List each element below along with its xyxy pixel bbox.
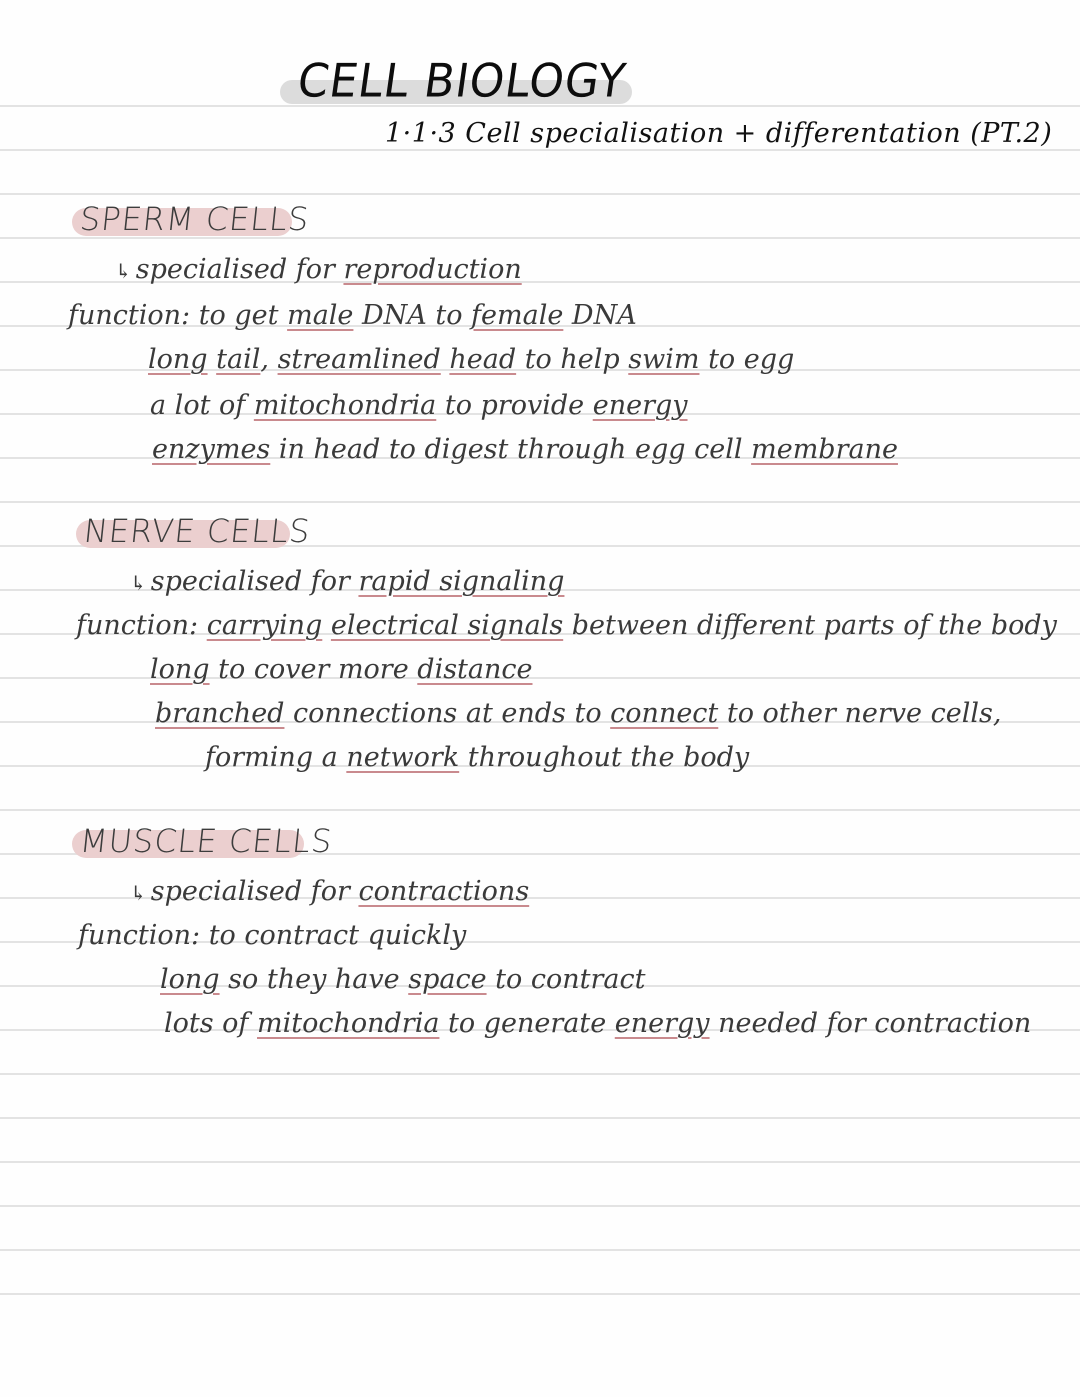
underlined-keyword: tail [216,344,261,375]
sub-arrow-icon: ↳ [130,881,147,905]
specialised-line [130,564,564,601]
note-text: a lot of [150,390,254,421]
point-line [152,432,898,468]
ruled-line [0,1293,1080,1295]
note-text: connections at ends to [284,698,611,729]
note-text: forming a [205,742,347,773]
underlined-keyword: connect [610,698,719,729]
specialised-keyword: contractions [358,876,530,907]
note-text: DNA [563,300,637,331]
specialised-keyword: reproduction [343,254,522,285]
specialised-prefix: specialised for [150,876,359,907]
point-line [160,962,645,998]
ruled-line [0,193,1080,195]
note-text: to other nerve cells, [718,698,1002,729]
underlined-keyword: long [160,964,220,995]
note-text: , [260,344,278,375]
point-line [205,740,749,776]
underlined-keyword: female [471,300,564,331]
section-title: MUSCLE CELLS [78,822,335,860]
point-line [150,652,533,688]
note-text: to generate [439,1008,615,1039]
ruled-line [0,1117,1080,1119]
specialised-prefix: specialised for [135,254,344,285]
point-line [150,388,688,424]
sub-arrow-icon: ↳ [115,259,132,283]
ruled-line [0,149,1080,151]
point-line [148,342,794,378]
specialised-line [130,874,529,911]
note-text: to provide [436,390,593,421]
specialised-keyword: rapid signaling [358,566,565,597]
underlined-keyword: branched [155,698,285,729]
underlined-keyword: head [449,344,517,375]
point-line [155,696,1001,732]
note-text: between different parts of the body [563,610,1057,641]
function-line [68,298,637,334]
page-subtitle: 1·1·3 Cell specialisation + differentation (PT.2) [385,118,1053,149]
underlined-keyword: energy [592,390,688,421]
underlined-keyword: mitochondria [257,1008,440,1039]
underlined-keyword: long [150,654,210,685]
ruled-line [0,1205,1080,1207]
section-title: NERVE CELLS [82,512,313,550]
note-text [208,344,217,375]
note-text: function: to get [68,300,288,331]
section-title: SPERM CELLS [78,200,312,238]
note-text: to egg [699,344,795,375]
note-text [322,610,331,641]
function-line [76,608,1057,644]
note-text: function: [76,610,207,641]
underlined-keyword: electrical signals [330,610,564,641]
note-text: in head to digest through egg cell [270,434,752,465]
underlined-keyword: long [148,344,208,375]
note-text: needed for contraction [709,1008,1032,1039]
underlined-keyword: network [346,742,460,773]
specialised-prefix: specialised for [150,566,359,597]
ruled-line [0,501,1080,503]
underlined-keyword: carrying [206,610,323,641]
underlined-keyword: enzymes [152,434,271,465]
page-title: CELL BIOLOGY [294,54,630,109]
ruled-line [0,809,1080,811]
note-text: so they have [219,964,409,995]
underlined-keyword: swim [628,344,700,375]
underlined-keyword: streamlined [277,344,441,375]
note-text: to contract [486,964,646,995]
note-text: to cover more [209,654,418,685]
underlined-keyword: male [287,300,354,331]
page-title-block [280,56,632,112]
ruled-line [0,1249,1080,1251]
underlined-keyword: membrane [751,434,898,465]
ruled-line [0,1161,1080,1163]
note-text: lots of [164,1008,258,1039]
note-text: to help [516,344,629,375]
sub-arrow-icon: ↳ [130,571,147,595]
ruled-line [0,1073,1080,1075]
underlined-keyword: space [408,964,487,995]
underlined-keyword: mitochondria [253,390,437,421]
point-line [164,1006,1031,1042]
specialised-line [115,252,522,289]
function-line [78,918,466,954]
underlined-keyword: energy [614,1008,710,1039]
note-text: throughout the body [459,742,750,773]
note-text: function: to contract quickly [78,920,467,951]
note-text: DNA to [353,300,472,331]
underlined-keyword: distance [417,654,533,685]
